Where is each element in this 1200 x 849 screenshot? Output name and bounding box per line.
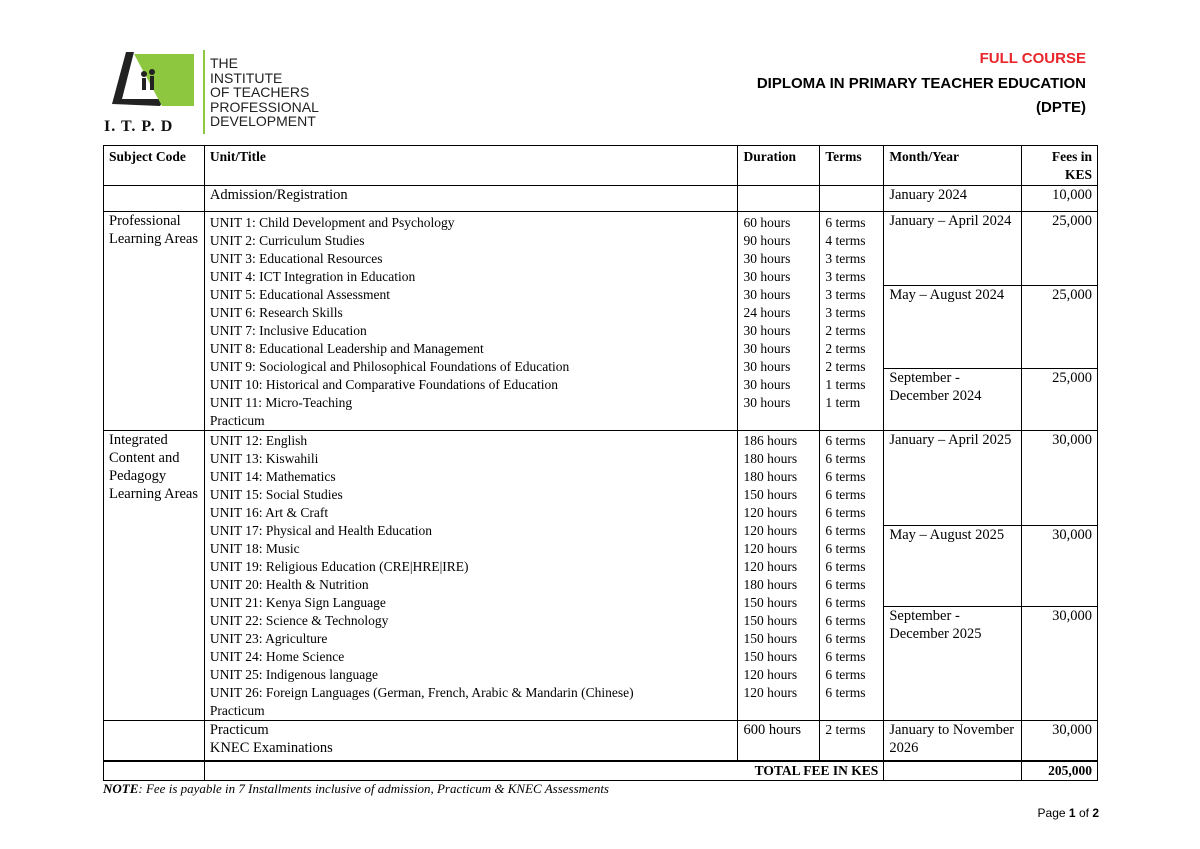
col-fees: Fees in KES bbox=[1022, 146, 1098, 186]
duration-item: 120 hours bbox=[743, 559, 798, 574]
course-name-title: DIPLOMA IN PRIMARY TEACHER EDUCATION bbox=[756, 75, 1086, 92]
unit-item: UNIT 24: Home Science bbox=[209, 649, 345, 664]
col-duration: Duration bbox=[738, 146, 820, 186]
unit-item: UNIT 5: Educational Assessment bbox=[209, 287, 391, 302]
logo-line: PROFESSIONAL bbox=[210, 98, 319, 115]
unit-item: UNIT 4: ICT Integration in Education bbox=[209, 269, 416, 284]
duration-item: 30 hours bbox=[743, 251, 791, 266]
period-fee: 25,000 bbox=[1022, 212, 1098, 286]
admission-fee: 10,000 bbox=[1022, 186, 1098, 212]
duration-item: 120 hours bbox=[743, 523, 798, 538]
admission-title: Admission/Registration bbox=[204, 186, 738, 212]
terms-item: 1 terms bbox=[825, 377, 866, 392]
duration-item: 120 hours bbox=[743, 541, 798, 556]
fee-structure-table bbox=[103, 145, 1098, 781]
empty-cell bbox=[884, 761, 1022, 781]
final-title bbox=[204, 721, 738, 761]
unit-item: UNIT 11: Micro-Teaching bbox=[209, 395, 353, 410]
page-of: of bbox=[1078, 806, 1089, 820]
terms-item: 6 terms bbox=[825, 595, 866, 610]
terms-item: 6 terms bbox=[825, 685, 866, 700]
total-value: 205,000 bbox=[1022, 761, 1098, 781]
course-abbr-title: (DPTE) bbox=[1036, 99, 1086, 116]
logo-divider bbox=[203, 50, 205, 134]
terms-item: 6 terms bbox=[825, 577, 866, 592]
period-fee: 30,000 bbox=[1022, 431, 1098, 526]
duration-item: 150 hours bbox=[743, 649, 798, 664]
period-fee: 25,000 bbox=[1022, 368, 1098, 430]
terms-item: 3 terms bbox=[825, 269, 866, 284]
duration-item: 186 hours bbox=[743, 433, 798, 448]
empty-cell bbox=[104, 721, 205, 761]
page-current: 1 bbox=[1068, 806, 1076, 820]
page-total: 2 bbox=[1092, 806, 1099, 820]
note-text: : Fee is payable in 7 Installments inclusive of admission, Practicum & KNEC Assessments bbox=[138, 781, 609, 796]
period-month: September - December 2024 bbox=[884, 368, 1022, 430]
unit-item: UNIT 16: Art & Craft bbox=[209, 505, 329, 520]
terms-item: 2 terms bbox=[825, 341, 866, 356]
duration-item: 180 hours bbox=[743, 577, 798, 592]
professional-code: Professional Learning Areas bbox=[104, 212, 205, 431]
unit-item: UNIT 23: Agriculture bbox=[209, 631, 328, 646]
terms-item: 1 term bbox=[825, 395, 861, 410]
professional-units bbox=[204, 212, 738, 431]
unit-item: UNIT 6: Research Skills bbox=[209, 305, 343, 320]
unit-item: UNIT 26: Foreign Languages (German, French, Arabic & Mandarin (Chinese) bbox=[209, 685, 634, 700]
logo-text bbox=[210, 56, 319, 129]
integrated-units bbox=[204, 431, 738, 721]
terms-item: 6 terms bbox=[825, 559, 866, 574]
duration-item: 180 hours bbox=[743, 451, 798, 466]
duration-item: 30 hours bbox=[743, 287, 791, 302]
terms-item: 6 terms bbox=[825, 469, 866, 484]
duration-item: 150 hours bbox=[743, 631, 798, 646]
terms-item: 2 terms bbox=[825, 359, 866, 374]
table-header-row bbox=[104, 146, 1098, 186]
col-month-year: Month/Year bbox=[884, 146, 1022, 186]
unit-item: UNIT 21: Kenya Sign Language bbox=[209, 595, 386, 610]
period-fee: 30,000 bbox=[1022, 526, 1098, 606]
table-row bbox=[104, 721, 1098, 761]
duration-item: 90 hours bbox=[743, 233, 791, 248]
page-label: Page bbox=[1037, 806, 1066, 820]
admission-month: January 2024 bbox=[884, 186, 1022, 212]
duration-item: 150 hours bbox=[743, 613, 798, 628]
col-unit-title: Unit/Title bbox=[204, 146, 738, 186]
page-number bbox=[1038, 806, 1099, 820]
unit-item: UNIT 13: Kiswahili bbox=[209, 451, 319, 466]
duration-item: 120 hours bbox=[743, 667, 798, 682]
professional-terms bbox=[820, 212, 884, 431]
unit-item: UNIT 22: Science & Technology bbox=[209, 613, 389, 628]
duration-item: 120 hours bbox=[743, 685, 798, 700]
logo-line: THE bbox=[210, 55, 238, 71]
logo-line: OF TEACHERS bbox=[210, 84, 310, 100]
duration-item: 24 hours bbox=[743, 305, 791, 320]
terms-item: 3 terms bbox=[825, 251, 866, 266]
unit-item: UNIT 14: Mathematics bbox=[209, 469, 336, 484]
final-line: KNEC Examinations bbox=[209, 740, 333, 756]
integrated-code: Integrated Content and Pedagogy Learning Areas bbox=[104, 431, 205, 721]
unit-item: UNIT 7: Inclusive Education bbox=[209, 323, 367, 338]
unit-item: Practicum bbox=[209, 413, 265, 428]
terms-item: 2 terms bbox=[825, 323, 866, 338]
unit-item: UNIT 10: Historical and Comparative Foundations of Education bbox=[209, 377, 558, 392]
note-label: NOTE bbox=[103, 781, 139, 796]
duration-item: 150 hours bbox=[743, 595, 798, 610]
empty-cell bbox=[104, 186, 205, 212]
terms-item: 6 terms bbox=[825, 541, 866, 556]
unit-item: UNIT 25: Indigenous language bbox=[209, 667, 378, 682]
table-row bbox=[104, 212, 1098, 286]
empty-cell bbox=[104, 761, 205, 781]
unit-item: UNIT 20: Health & Nutrition bbox=[209, 577, 369, 592]
final-month: January to November 2026 bbox=[884, 721, 1022, 761]
unit-item: UNIT 9: Sociological and Philosophical Foundations of Education bbox=[209, 359, 570, 374]
final-duration: 600 hours bbox=[738, 721, 820, 761]
unit-item: UNIT 18: Music bbox=[209, 541, 300, 556]
professional-durations bbox=[738, 212, 820, 431]
final-fee: 30,000 bbox=[1022, 721, 1098, 761]
unit-item: UNIT 8: Educational Leadership and Management bbox=[209, 341, 484, 356]
payment-note bbox=[103, 781, 609, 797]
unit-item: UNIT 12: English bbox=[209, 433, 308, 448]
logo-abbreviation: I. T. P. D bbox=[104, 118, 174, 135]
terms-item: 6 terms bbox=[825, 433, 866, 448]
col-terms: Terms bbox=[820, 146, 884, 186]
terms-item: 3 terms bbox=[825, 305, 866, 320]
unit-item: Practicum bbox=[209, 703, 265, 718]
col-subject-code: Subject Code bbox=[104, 146, 205, 186]
integrated-durations bbox=[738, 431, 820, 721]
terms-item: 6 terms bbox=[825, 631, 866, 646]
duration-item: 120 hours bbox=[743, 505, 798, 520]
total-row bbox=[104, 761, 1098, 781]
unit-item: UNIT 2: Curriculum Studies bbox=[209, 233, 365, 248]
duration-item: 30 hours bbox=[743, 395, 791, 410]
terms-item: 6 terms bbox=[825, 505, 866, 520]
course-type-title: FULL COURSE bbox=[979, 50, 1086, 67]
logo-line: DEVELOPMENT bbox=[210, 113, 316, 129]
period-month: May – August 2025 bbox=[884, 526, 1022, 606]
period-month: January – April 2024 bbox=[884, 212, 1022, 286]
duration-item: 30 hours bbox=[743, 341, 791, 356]
period-month: September - December 2025 bbox=[884, 606, 1022, 720]
terms-item: 6 terms bbox=[825, 523, 866, 538]
unit-item: UNIT 17: Physical and Health Education bbox=[209, 523, 432, 538]
terms-item: 3 terms bbox=[825, 287, 866, 302]
period-fee: 25,000 bbox=[1022, 286, 1098, 368]
period-fee: 30,000 bbox=[1022, 606, 1098, 720]
terms-item: 4 terms bbox=[825, 233, 866, 248]
terms-item: 6 terms bbox=[825, 487, 866, 502]
terms-item: 6 terms bbox=[825, 613, 866, 628]
terms-item: 6 terms bbox=[825, 667, 866, 682]
duration-item: 30 hours bbox=[743, 269, 791, 284]
logo-mark-icon bbox=[104, 44, 204, 119]
unit-item: UNIT 19: Religious Education (CRE|HRE|IRE) bbox=[209, 559, 469, 574]
empty-cell bbox=[820, 186, 884, 212]
duration-item: 30 hours bbox=[743, 323, 791, 338]
duration-item: 180 hours bbox=[743, 469, 798, 484]
duration-item: 60 hours bbox=[743, 215, 791, 230]
terms-item: 6 terms bbox=[825, 451, 866, 466]
terms-item: 6 terms bbox=[825, 649, 866, 664]
integrated-terms bbox=[820, 431, 884, 721]
duration-item: 150 hours bbox=[743, 487, 798, 502]
table-row bbox=[104, 431, 1098, 526]
terms-item: 6 terms bbox=[825, 215, 866, 230]
period-month: January – April 2025 bbox=[884, 431, 1022, 526]
final-terms: 2 terms bbox=[820, 721, 884, 761]
logo-line: INSTITUTE bbox=[210, 69, 283, 86]
unit-item: UNIT 1: Child Development and Psychology bbox=[209, 215, 455, 230]
total-label: TOTAL FEE IN KES bbox=[204, 761, 883, 781]
unit-item: UNIT 15: Social Studies bbox=[209, 487, 343, 502]
duration-item: 30 hours bbox=[743, 377, 791, 392]
final-line: Practicum bbox=[209, 722, 269, 738]
duration-item: 30 hours bbox=[743, 359, 791, 374]
admission-row bbox=[104, 186, 1098, 212]
empty-cell bbox=[738, 186, 820, 212]
period-month: May – August 2024 bbox=[884, 286, 1022, 368]
unit-item: UNIT 3: Educational Resources bbox=[209, 251, 383, 266]
